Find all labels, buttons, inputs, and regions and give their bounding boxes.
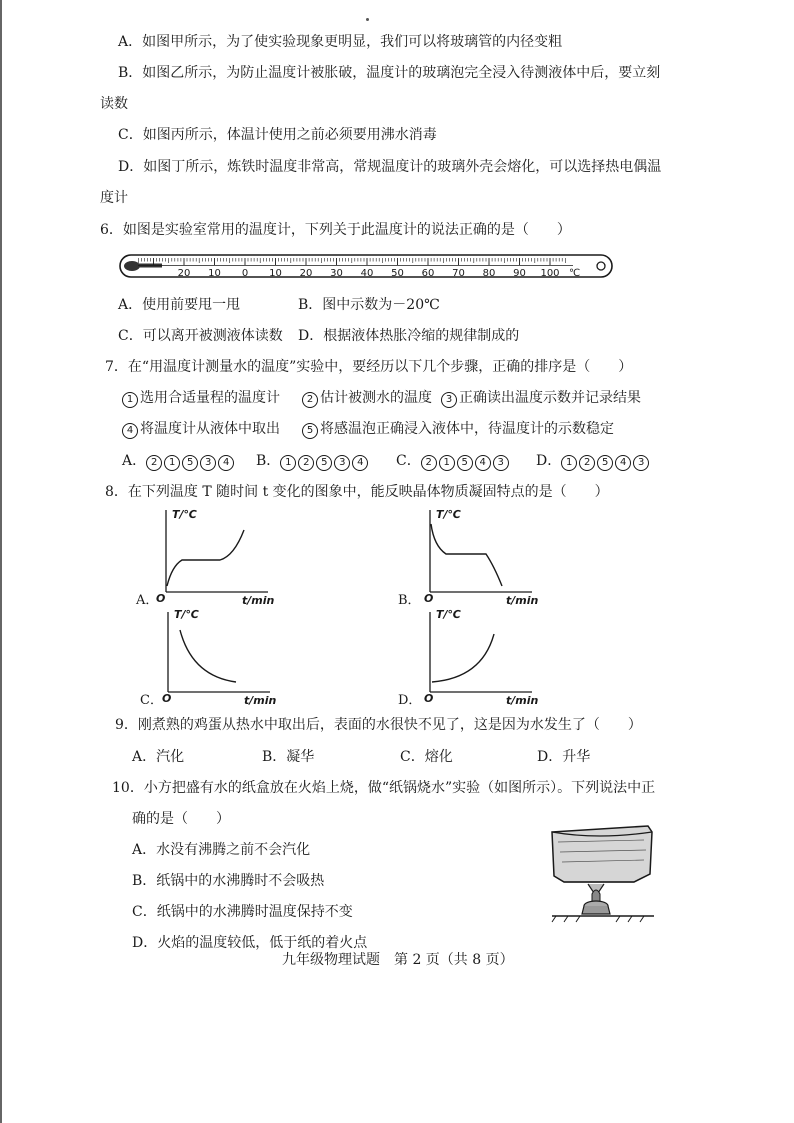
seq-badge: 4 — [475, 455, 491, 471]
thermometer-scale-label: 20 — [177, 268, 191, 279]
q7-step-3 — [441, 389, 641, 408]
graph-c-y-axis-label: T/℃ — [174, 608, 199, 621]
q6-option-a: A．使用前要甩一甩 — [118, 297, 241, 313]
step-text: 估计被测水的温度 — [320, 390, 432, 406]
q9-option-a: A．汽化 — [132, 749, 185, 765]
q10-option-b: B．纸锅中的水沸腾时不会吸热 — [132, 873, 325, 889]
graph-c-origin: O — [162, 692, 172, 705]
q7-step-2 — [302, 389, 432, 408]
graph-a-origin: O — [156, 592, 166, 605]
step-number-badge: 4 — [122, 423, 138, 439]
graph-c-label: C． — [140, 693, 163, 708]
q9-option-c: C．熔化 — [400, 749, 453, 765]
q5-option-b-line2: 读数 — [100, 96, 128, 112]
thermometer-scale-label: 30 — [330, 268, 343, 279]
thermometer-scale-label: 60 — [421, 268, 435, 279]
graph-b-origin: O — [424, 592, 434, 605]
graph-d-curve — [432, 634, 494, 682]
graph-d-x-axis-label: t/min — [506, 694, 539, 707]
scan-speck — [366, 18, 369, 21]
q5-option-d-line2: 度计 — [100, 190, 128, 206]
seq-badge: 1 — [439, 455, 455, 471]
q7-option-d — [536, 452, 651, 471]
seq-badge: 1 — [280, 455, 296, 471]
step-number-badge: 1 — [122, 392, 138, 408]
thermometer-scale-label: 90 — [513, 268, 526, 279]
paper-pot-boiling-illustration — [548, 822, 658, 926]
thermometer-scale-label: 20 — [299, 268, 313, 279]
option-letter: D． — [536, 453, 562, 469]
q8-stem: 8．在下列温度 T 随时间 t 变化的图象中，能反映晶体物质凝固特点的是（ ） — [105, 484, 609, 500]
q8-graph-d — [398, 606, 548, 708]
q9-option-b: B．凝华 — [262, 749, 315, 765]
seq-badge: 5 — [597, 455, 613, 471]
q9-stem: 9．刚煮熟的鸡蛋从热水中取出后，表面的水很快不见了，这是因为水发生了（ ） — [115, 717, 642, 733]
graph-a-label: A． — [136, 593, 159, 608]
seq-badge: 4 — [615, 455, 631, 471]
seq-badge: 3 — [633, 455, 649, 471]
q5-option-b-line1: B．如图乙所示，为防止温度计被胀破，温度计的玻璃泡完全浸入待测液体中后，要立刻 — [118, 65, 661, 81]
seq-badge: 5 — [182, 455, 198, 471]
step-number-badge: 2 — [302, 392, 318, 408]
q8-graph-a — [136, 506, 286, 608]
seq-badge: 3 — [493, 455, 509, 471]
q6-option-b: B．图中示数为－20℃ — [298, 297, 440, 313]
seq-badge: 3 — [334, 455, 350, 471]
thermometer-scale-label: 70 — [452, 268, 465, 279]
seq-badge: 5 — [316, 455, 332, 471]
q5-option-d-line1: D．如图丁所示，炼铁时温度非常高，常规温度计的玻璃外壳会熔化，可以选择热电偶温 — [118, 159, 662, 175]
graph-b-curve — [431, 524, 502, 586]
graph-d-label: D． — [398, 693, 422, 708]
step-text: 正确读出温度示数并记录结果 — [459, 390, 641, 406]
thermometer-scale-label: 0 — [241, 268, 249, 279]
q6-option-c: C．可以离开被测液体读数 — [118, 328, 283, 344]
q10-option-a: A．水没有沸腾之前不会汽化 — [132, 842, 311, 858]
q7-stem: 7．在“用温度计测量水的温度”实验中，要经历以下几个步骤，正确的排序是（ ） — [105, 359, 633, 375]
page-footer: 九年级物理试题 第 2 页（共 8 页） — [282, 952, 514, 968]
graph-b-y-axis-label: T/℃ — [436, 508, 461, 521]
step-text: 选用合适量程的温度计 — [140, 390, 280, 406]
thermometer-unit: ℃ — [569, 268, 581, 279]
q10-stem-line2: 确的是（ ） — [132, 811, 230, 827]
q7-option-a — [122, 452, 236, 471]
q7-step-4 — [122, 420, 280, 439]
thermometer-scale-label: 40 — [360, 268, 374, 279]
option-letter: B． — [256, 453, 281, 469]
seq-badge: 4 — [352, 455, 368, 471]
seq-badge: 2 — [579, 455, 595, 471]
graph-a-curve — [167, 530, 244, 586]
q7-option-c — [396, 452, 511, 471]
seq-badge: 2 — [298, 455, 314, 471]
q10-option-d: D．火焰的温度较低，低于纸的着火点 — [132, 935, 368, 951]
graph-a-x-axis-label: t/min — [242, 594, 275, 607]
q5-option-c: C．如图丙所示，体温计使用之前必须要用沸水消毒 — [118, 127, 437, 143]
seq-badge: 1 — [561, 455, 577, 471]
q6-stem: 6．如图是实验室常用的温度计，下列关于此温度计的说法正确的是（ ） — [100, 222, 571, 238]
thermometer-scale-label: 10 — [269, 268, 282, 279]
q10-option-c: C．纸锅中的水沸腾时温度保持不变 — [132, 904, 353, 920]
q10-stem-line1: 10．小方把盛有水的纸盒放在火焰上烧，做“纸锅烧水”实验（如图所示）。下列说法中正 — [112, 780, 656, 796]
thermometer-scale-label: 10 — [208, 268, 221, 279]
thermometer-scale-label: 100 — [540, 268, 560, 279]
seq-badge: 5 — [457, 455, 473, 471]
option-letter: C． — [396, 453, 421, 469]
option-letter: A． — [122, 453, 147, 469]
q7-step-5 — [302, 420, 614, 439]
graph-b-label: B． — [398, 593, 421, 608]
seq-badge: 2 — [421, 455, 437, 471]
seq-badge: 2 — [146, 455, 162, 471]
step-number-badge: 3 — [441, 392, 457, 408]
graph-c-x-axis-label: t/min — [244, 694, 277, 707]
graph-c-curve — [180, 630, 236, 682]
thermometer-figure — [118, 252, 618, 282]
graph-d-origin: O — [424, 692, 434, 705]
q8-graph-b — [398, 506, 548, 608]
seq-badge: 3 — [200, 455, 216, 471]
graph-a-y-axis-label: T/℃ — [172, 508, 197, 521]
step-text: 将温度计从液体中取出 — [140, 421, 280, 437]
thermometer-bulb — [124, 261, 140, 271]
q7-step-1 — [122, 389, 280, 408]
graph-d-y-axis-label: T/℃ — [436, 608, 461, 621]
thermometer-scale-label: 80 — [482, 268, 496, 279]
seq-badge: 4 — [218, 455, 234, 471]
thermometer-scale-label: 50 — [391, 268, 404, 279]
graph-b-x-axis-label: t/min — [506, 594, 539, 607]
q8-graph-c — [136, 606, 286, 708]
q9-option-d: D．升华 — [537, 749, 591, 765]
seq-badge: 1 — [164, 455, 180, 471]
q6-option-d: D．根据液体热胀冷缩的规律制成的 — [298, 328, 520, 344]
step-text: 将感温泡正确浸入液体中，待温度计的示数稳定 — [320, 421, 614, 437]
q5-option-a: A．如图甲所示，为了使实验现象更明显，我们可以将玻璃管的内径变粗 — [118, 34, 563, 50]
step-number-badge: 5 — [302, 423, 318, 439]
q7-option-b — [256, 452, 370, 471]
page-left-edge — [0, 0, 2, 1123]
